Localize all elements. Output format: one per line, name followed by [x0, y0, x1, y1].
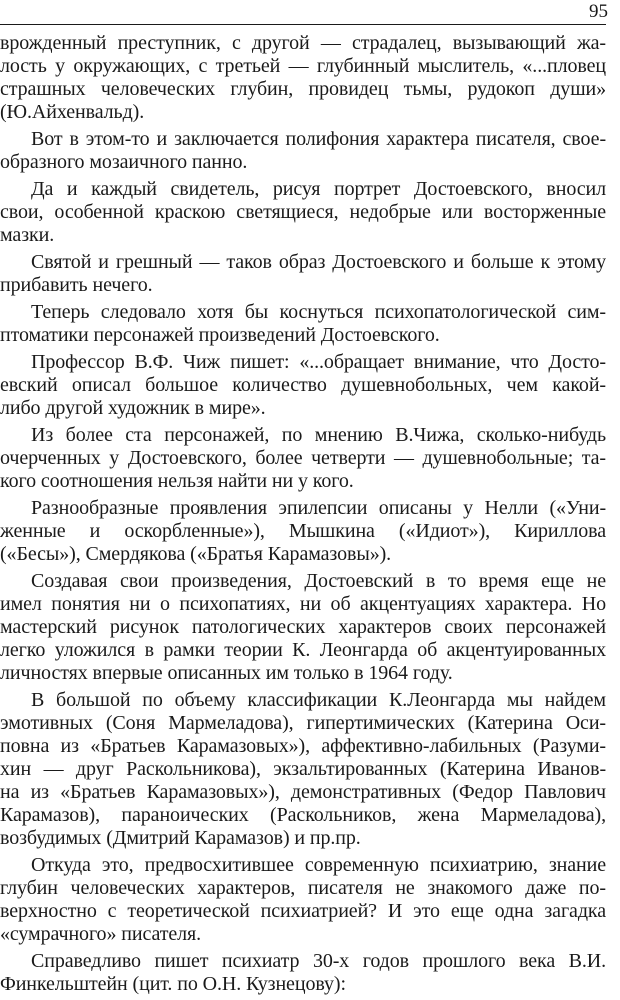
text-line: кого соотношения нельзя найти ни у кого. — [0, 470, 354, 492]
text-line: Теперь следовало хотя бы коснуться психопатологической сим- — [31, 301, 606, 323]
text-line: очерченных у Достоевского, более четверти — душевнобольные; та- — [0, 447, 606, 469]
paragraph — [0, 689, 606, 850]
text-line: личностях впервые описанных им только в 1964 году. — [0, 662, 453, 684]
text-line: возбудимых (Дмитрий Карамазов) и пр.пр. — [0, 827, 361, 849]
text-line: верхностно с теоретической психиатрией? И это еще одна загадка — [0, 900, 606, 922]
text-line: евский описал большое количество душевнобольных, чем какой- — [0, 374, 606, 396]
text-line: В большой по объему классификации К.Леонгарда мы найдем — [31, 689, 606, 711]
paragraph — [0, 424, 606, 493]
body-text — [0, 32, 606, 1000]
paragraph — [0, 854, 606, 946]
paragraph — [0, 570, 606, 685]
paragraph — [0, 351, 606, 420]
text-line: женные и оскорбленные»), Мышкина («Идиот»), Кириллова — [0, 520, 606, 542]
text-line: хин — друг Раскольникова), экзальтированных (Катерина Иванов- — [0, 758, 606, 780]
text-line: прибавить нечего. — [0, 274, 153, 296]
paragraph — [0, 128, 606, 174]
text-line: Да и каждый свидетель, рисуя портрет Достоевского, вносил — [31, 178, 606, 200]
text-line: легко уложился в рамки теории К. Леонгарда об акцентуированных — [0, 639, 606, 661]
text-line: Карамазов), параноических (Раскольников, жена Мармеладова), — [0, 804, 606, 826]
text-line: Создавая свои произведения, Достоевский в то время еще не — [31, 570, 606, 592]
text-line: глубин человеческих характеров, писателя не знакомого даже по- — [0, 877, 606, 899]
text-line: эмотивных (Соня Мармеладова), гипертимических (Катерина Оси- — [0, 712, 606, 734]
text-line: образного мозаичного панно. — [0, 151, 248, 173]
header-rule — [0, 24, 606, 25]
text-line: Профессор В.Ф. Чиж пишет: «...обращает внимание, что Досто- — [31, 351, 606, 373]
text-line: свои, особенной краскою светящиеся, недобрые или восторженные — [0, 201, 606, 223]
text-line: страшных человеческих глубин, провидец тьмы, рудокоп души» — [0, 78, 606, 100]
text-line: «сумрачного» писателя. — [0, 923, 202, 945]
text-line: Разнообразные проявления эпилепсии описаны у Нелли («Уни- — [31, 497, 606, 519]
text-line: врожденный преступник, с другой — страдалец, вызывающий жа- — [0, 32, 606, 54]
text-line: Откуда это, предвосхитившее современную психиатрию, знание — [31, 854, 606, 876]
paragraph — [0, 301, 606, 347]
text-line: повна из «Братьев Карамазовых»), аффективно-лабильных (Разуми- — [0, 735, 606, 757]
paragraph — [0, 178, 606, 247]
text-line: лость у окружающих, с третьей — глубинный мыслитель, «...пловец — [0, 55, 606, 77]
text-line: птоматики персонажей произведений Достоевского. — [0, 324, 440, 346]
text-line: мастерский рисунок патологических характеров своих персонажей — [0, 616, 606, 638]
text-line: Святой и грешный — таков образ Достоевского и больше к этому — [31, 251, 606, 273]
text-line: Вот в этом-то и заключается полифония характера писателя, свое- — [31, 128, 606, 150]
text-line: («Бесы»), Смердякова («Братья Карамазовы»). — [0, 543, 392, 565]
text-line: Из более ста персонажей, по мнению В.Чижа, сколько-нибудь — [31, 424, 606, 446]
paragraph — [0, 251, 606, 297]
paragraph — [0, 32, 606, 124]
page-number: 95 — [589, 1, 608, 22]
text-line: либо другой художник в мире». — [0, 397, 266, 419]
paragraph — [0, 497, 606, 566]
text-line: на из «Братьев Карамазовых»), демонстративных (Федор Павлович — [0, 781, 606, 803]
paragraph — [0, 950, 606, 996]
text-line: Справедливо пишет психиатр 30-х годов прошлого века В.И. — [31, 950, 606, 972]
text-line: имел понятия ни о психопатиях, ни об акцентуациях характера. Но — [0, 593, 606, 615]
text-line: (Ю.Айхенвальд). — [0, 101, 145, 123]
text-line: Финкельштейн (цит. по О.Н. Кузнецову): — [0, 973, 346, 995]
text-line: мазки. — [0, 224, 55, 246]
